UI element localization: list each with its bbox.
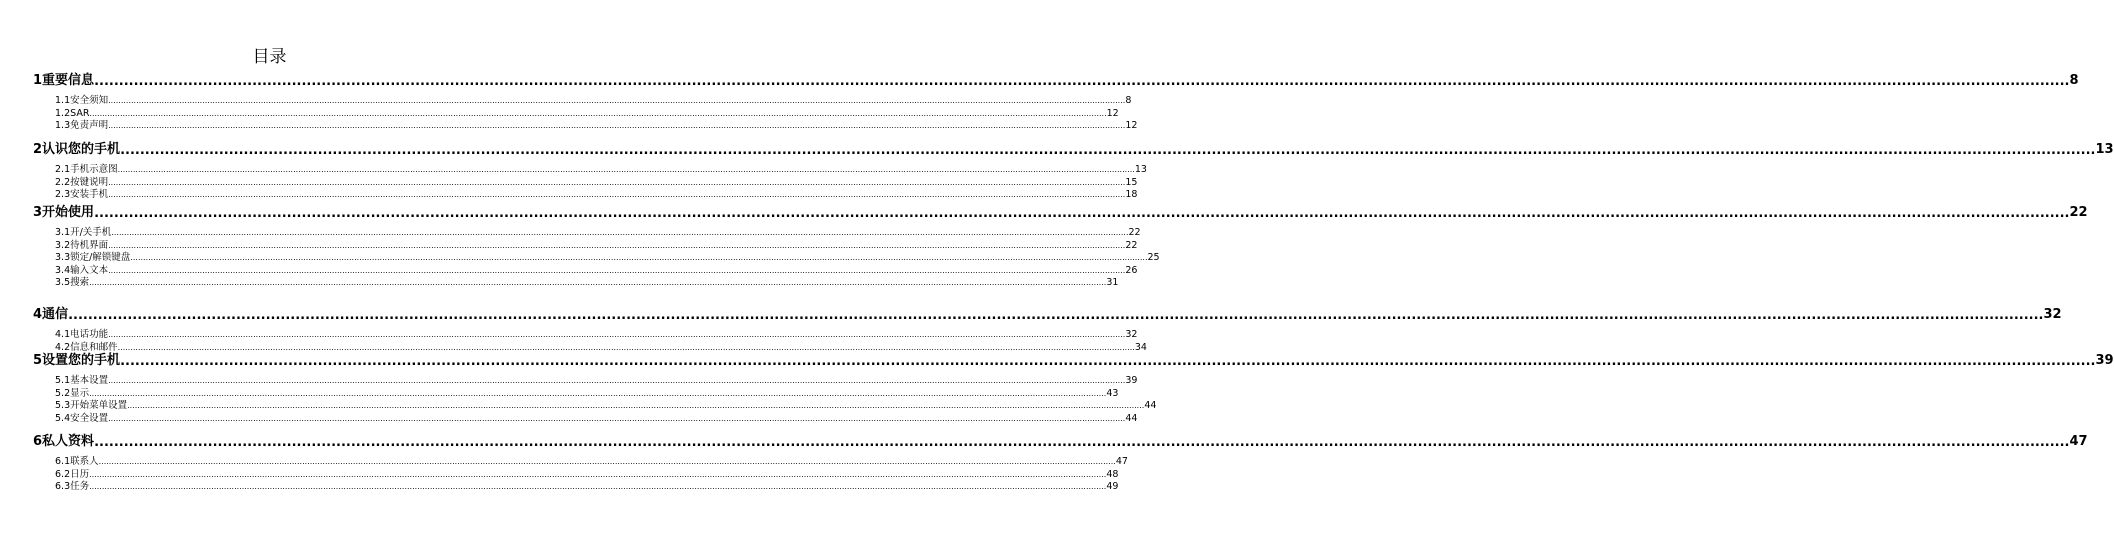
section-page-number: 44 <box>1144 400 1157 412</box>
section-title: 安全设置 <box>70 412 109 424</box>
section-number: 1.1 <box>55 95 71 106</box>
dot-leader: ................................................................................................................................................................................................................................................................................................................................................................................................................ <box>130 253 1148 263</box>
dot-leader: ................................................................................................................................................................................................................................................................................................................................................................................................................ <box>108 190 1126 200</box>
chapter-title: 认识您的手机 <box>42 142 121 157</box>
dot-leader: ................................................................................................................................................................................................................................................................................................................................................................................................................ <box>89 108 1107 118</box>
toc-chapter-entry[interactable] <box>33 72 2079 90</box>
dot-leader: ................................................................................................................................................................................................................................................................................................................................................................................................................ <box>68 308 2044 323</box>
section-page-number: 22 <box>1128 227 1141 238</box>
dot-leader: ................................................................................................................................................................................................................................................................................................................................................................................................................ <box>94 74 2070 89</box>
section-number: 6.2 <box>55 468 71 480</box>
toc-section-entry[interactable] <box>55 455 1128 468</box>
toc-chapter-entry[interactable] <box>33 433 2088 451</box>
dot-leader: ................................................................................................................................................................................................................................................................................................................................................................................................................ <box>117 342 1135 352</box>
toc-section-entry[interactable] <box>55 119 1138 132</box>
chapter-page-number: 39 <box>2095 353 2114 368</box>
dot-leader: ................................................................................................................................................................................................................................................................................................................................................................................................................ <box>98 457 1116 466</box>
section-page-number: 32 <box>1125 329 1138 340</box>
toc-section-entry[interactable] <box>55 251 1160 264</box>
section-page-number: 43 <box>1106 387 1119 399</box>
section-title: 基本设置 <box>70 375 109 386</box>
toc-section-entry[interactable] <box>55 188 1138 201</box>
toc-section-entry[interactable] <box>55 239 1138 252</box>
dot-leader: ................................................................................................................................................................................................................................................................................................................................................................................................................ <box>108 376 1126 385</box>
dot-leader: ................................................................................................................................................................................................................................................................................................................................................................................................................ <box>108 265 1126 275</box>
chapter-title: 私人资料 <box>42 434 95 449</box>
chapter-page-number: 32 <box>2043 307 2062 322</box>
section-number: 1.3 <box>55 120 71 132</box>
section-title: 开/关手机 <box>70 227 112 238</box>
section-title: 任务 <box>70 481 90 493</box>
section-title: 安全须知 <box>70 95 109 106</box>
chapter-title: 重要信息 <box>42 73 95 88</box>
section-page-number: 31 <box>1106 277 1119 289</box>
section-number: 4.1 <box>55 329 71 340</box>
dot-leader: ................................................................................................................................................................................................................................................................................................................................................................................................................ <box>108 121 1126 131</box>
section-title: 显示 <box>70 387 90 399</box>
toc-section-entry[interactable] <box>55 480 1119 493</box>
chapter-title: 设置您的手机 <box>42 353 121 368</box>
chapter-page-number: 13 <box>2095 142 2114 157</box>
section-page-number: 18 <box>1125 189 1138 201</box>
section-number: 3.3 <box>55 252 71 264</box>
section-page-number: 12 <box>1125 120 1138 132</box>
toc-chapter-entry[interactable] <box>33 141 2114 159</box>
dot-leader: ................................................................................................................................................................................................................................................................................................................................................................................................................ <box>120 143 2096 158</box>
section-number: 3.2 <box>55 239 71 251</box>
toc-section-entry[interactable] <box>55 176 1138 189</box>
section-number: 6.3 <box>55 481 71 493</box>
section-page-number: 13 <box>1134 164 1147 175</box>
dot-leader: ................................................................................................................................................................................................................................................................................................................................................................................................................ <box>89 469 1107 479</box>
dot-leader: ................................................................................................................................................................................................................................................................................................................................................................................................................ <box>89 278 1107 288</box>
section-page-number: 25 <box>1147 252 1160 264</box>
toc-section-entry[interactable] <box>55 328 1138 341</box>
section-title: 信息和邮件 <box>70 341 118 353</box>
toc-chapter-entry[interactable] <box>33 306 2062 324</box>
toc-section-entry[interactable] <box>55 387 1119 400</box>
chapter-page-number: 8 <box>2069 73 2079 88</box>
chapter-number: 6 <box>33 434 43 449</box>
toc-section-entry[interactable] <box>55 374 1138 387</box>
section-page-number: 26 <box>1125 264 1138 276</box>
section-title: 按键说明 <box>70 176 109 188</box>
section-number: 5.2 <box>55 387 71 399</box>
section-title: 待机界面 <box>70 239 109 251</box>
toc-chapter-entry[interactable] <box>33 204 2088 222</box>
dot-leader: ................................................................................................................................................................................................................................................................................................................................................................................................................ <box>111 228 1129 237</box>
section-page-number: 22 <box>1125 239 1138 251</box>
section-title: 日历 <box>70 468 90 480</box>
section-page-number: 44 <box>1125 412 1138 424</box>
section-title: 电话功能 <box>70 329 109 340</box>
chapter-page-number: 22 <box>2069 205 2088 220</box>
chapter-title: 开始使用 <box>42 205 95 220</box>
section-number: 1.2 <box>55 107 71 119</box>
toc-section-entry[interactable] <box>55 276 1119 289</box>
section-number: 5.4 <box>55 412 71 424</box>
section-number: 3.1 <box>55 227 71 238</box>
dot-leader: ................................................................................................................................................................................................................................................................................................................................................................................................................ <box>108 96 1126 105</box>
section-page-number: 15 <box>1125 176 1138 188</box>
chapter-page-number: 47 <box>2069 434 2088 449</box>
section-number: 5.1 <box>55 375 71 386</box>
dot-leader: ................................................................................................................................................................................................................................................................................................................................................................................................................ <box>117 165 1135 174</box>
section-title: 联系人 <box>70 456 99 467</box>
section-page-number: 47 <box>1115 456 1128 467</box>
section-page-number: 49 <box>1106 481 1119 493</box>
toc-section-entry[interactable] <box>55 399 1157 412</box>
dot-leader: ................................................................................................................................................................................................................................................................................................................................................................................................................ <box>108 330 1126 339</box>
section-page-number: 39 <box>1125 375 1138 386</box>
chapter-number: 3 <box>33 205 43 220</box>
section-page-number: 48 <box>1106 468 1119 480</box>
dot-leader: ................................................................................................................................................................................................................................................................................................................................................................................................................ <box>120 354 2096 369</box>
section-number: 6.1 <box>55 456 71 467</box>
chapter-number: 1 <box>33 73 43 88</box>
section-title: 安装手机 <box>70 189 109 201</box>
section-number: 2.3 <box>55 189 71 201</box>
section-title: 开始菜单设置 <box>70 400 128 412</box>
section-page-number: 34 <box>1134 341 1147 353</box>
section-title: 搜索 <box>70 277 90 289</box>
toc-section-entry[interactable] <box>55 107 1119 120</box>
toc-section-entry[interactable] <box>55 264 1138 277</box>
toc-section-entry[interactable] <box>55 226 1141 239</box>
toc-section-entry[interactable] <box>55 94 1132 107</box>
toc-section-entry[interactable] <box>55 468 1119 481</box>
section-title: 锁定/解锁键盘 <box>70 252 131 264</box>
section-number: 2.2 <box>55 176 71 188</box>
dot-leader: ................................................................................................................................................................................................................................................................................................................................................................................................................ <box>108 240 1126 250</box>
chapter-number: 4 <box>33 307 43 322</box>
dot-leader: ................................................................................................................................................................................................................................................................................................................................................................................................................ <box>89 388 1107 398</box>
section-title: 手机示意图 <box>70 164 118 175</box>
section-title: 免责声明 <box>70 120 109 132</box>
section-number: 4.2 <box>55 341 71 353</box>
dot-leader: ................................................................................................................................................................................................................................................................................................................................................................................................................ <box>108 177 1126 187</box>
toc-chapter-entry[interactable] <box>33 352 2114 370</box>
section-title: SAR <box>70 107 90 119</box>
dot-leader: ................................................................................................................................................................................................................................................................................................................................................................................................................ <box>94 435 2070 450</box>
dot-leader: ................................................................................................................................................................................................................................................................................................................................................................................................................ <box>89 482 1107 492</box>
section-page-number: 8 <box>1125 95 1132 106</box>
dot-leader: ................................................................................................................................................................................................................................................................................................................................................................................................................ <box>94 206 2070 221</box>
dot-leader: ................................................................................................................................................................................................................................................................................................................................................................................................................ <box>127 401 1145 411</box>
dot-leader: ................................................................................................................................................................................................................................................................................................................................................................................................................ <box>108 413 1126 423</box>
section-page-number: 12 <box>1106 107 1119 119</box>
chapter-number: 5 <box>33 353 43 368</box>
section-number: 2.1 <box>55 164 71 175</box>
section-number: 3.5 <box>55 277 71 289</box>
toc-section-entry[interactable] <box>55 412 1138 425</box>
section-title: 输入文本 <box>70 264 109 276</box>
section-number: 3.4 <box>55 264 71 276</box>
chapter-title: 通信 <box>42 307 69 322</box>
section-number: 5.3 <box>55 400 71 412</box>
page-title: 目录 <box>252 47 287 67</box>
toc-section-entry[interactable] <box>55 163 1147 176</box>
chapter-number: 2 <box>33 142 43 157</box>
